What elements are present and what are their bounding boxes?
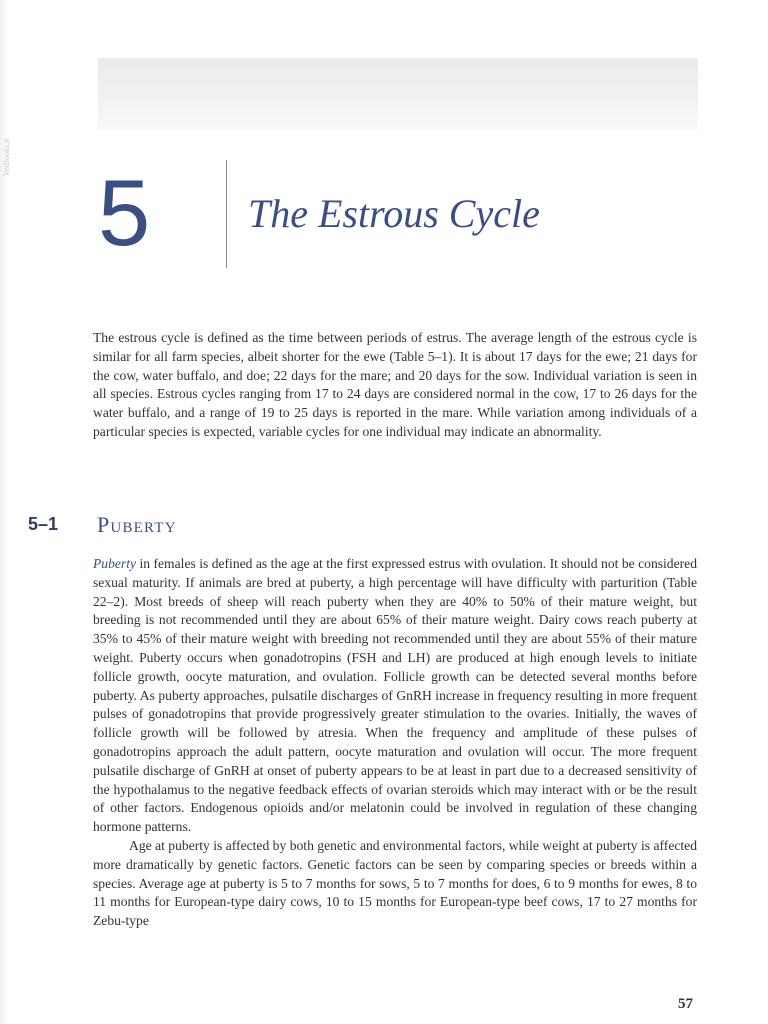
section-body [93,555,697,931]
body-paragraph-1-text: in females is defined as the age at the first expressed estrus with ovulation. It should not be considered sexual maturity. If animals are bred at puberty, a high percentage will have difficulty with parturition (Table 22–2). Most breeds of sheep will reach puberty when they are 40% to 50% of their mature weight, but breeding is not recommended until they are about 65% of their mature weight. Dairy cows reach puberty at 35% to 45% of their mature weight with breeding not recommended until they are about 55% of their mature weight. Puberty occurs when gonadotropins (FSH and LH) are produced at high enough levels to initiate follicle growth, oocyte maturation, and ovulation. Follicle growth can be detected several months before puberty. As puberty approaches, pulsatile discharges of GnRH increase in frequency resulting in more frequent pulses of gonadotropins that provide progressively greater stimulation to the ovaries. Initially, the waves of follicle growth will be followed by atresia. When the frequency and amplitude of these pulses of gonadotropins approach the adult pattern, oocyte maturation and ovulation will occur. The more frequent pulsatile discharge of GnRH at onset of puberty appears to be at least in part due to a decreased sensitivity of the hypothalamus to the negative feedback effects of ovarian steroids which may interact with or be the result of other factors. Endogenous opioids and/or melatonin could be involved in regulation of these changing hormone patterns. [93,556,697,835]
intro-paragraph: The estrous cycle is defined as the time between periods of estrus. The average length of the estrous cycle is similar for all farm species, albeit shorter for the ewe (Table 5–1). It is about 17 days for the ewe; 21 days for the cow, water buffalo, and doe; 22 days for the mare; and 20 days for the sow. Individual variation is seen in all species. Estrous cycles ranging from 17 to 24 days are considered normal in the cow, 17 to 26 days for the water buffalo, and a range of 19 to 25 days is reported in the mare. While variation among individuals of a particular species is expected, variable cycles for one individual may indicate an abnormality. [93,330,697,439]
chapter-divider [226,160,227,268]
section-title: Puberty [97,512,177,537]
defined-term: Puberty [93,556,137,571]
section-number: 5–1 [28,514,59,534]
body-paragraph-1 [93,555,697,837]
chapter-number: 5 [98,160,151,265]
header-band [98,58,698,130]
chapter-title: The Estrous Cycle [248,191,540,236]
body-paragraph-2: Age at puberty is affected by both genetic and environmental factors, while weight at puberty is affected more dramatically by genetic factors. Genetic factors can be seen by comparing species or breeds within a species. Average age at puberty is 5 to 7 months for sows, 5 to 7 months for does, 6 to 9 months for ewes, 8 to 11 months for European-type dairy cows, 10 to 15 months for European-type beef cows, 17 to 27 months for Zebu-type [93,837,697,929]
margin-watermark: VetBooks.ir [2,138,11,176]
page-number: 57 [678,996,693,1012]
